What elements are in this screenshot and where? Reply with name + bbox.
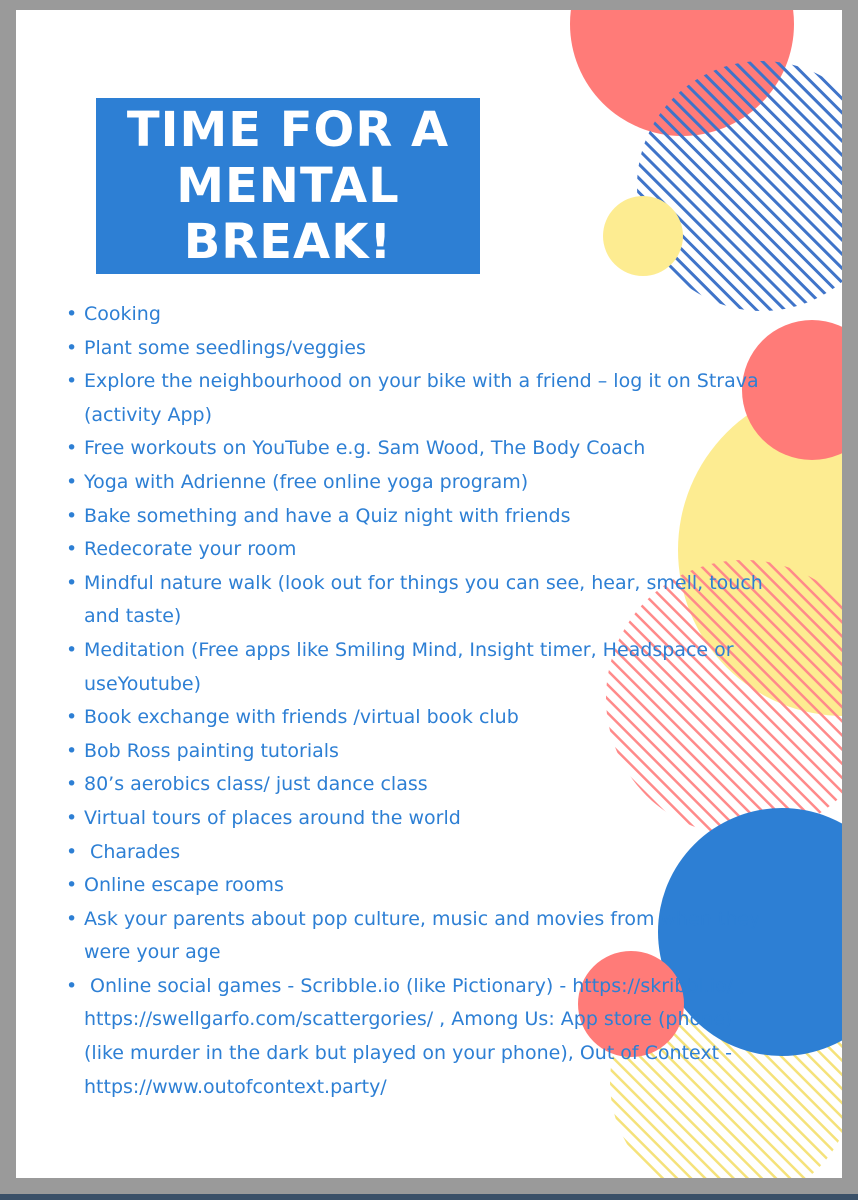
- bullet-icon: •: [66, 336, 78, 359]
- bullet-icon: •: [66, 840, 78, 863]
- list-item: [64, 298, 764, 332]
- list-item-text: Free workouts on YouTube e.g. Sam Wood, The Body Coach: [84, 437, 646, 460]
- bullet-icon: •: [66, 739, 78, 762]
- list-item: [64, 466, 764, 500]
- list-item: [64, 970, 764, 1104]
- bullet-icon: •: [66, 571, 78, 594]
- list-item-text: Plant some seedlings/veggies: [84, 336, 366, 359]
- list-item: [64, 365, 764, 432]
- bullet-icon: •: [66, 303, 78, 325]
- list-item-text: Explore the neighbourhood on your bike with a friend – log it on Strava (activity App): [84, 370, 765, 426]
- list-item-text: Virtual tours of places around the world: [84, 806, 461, 829]
- list-item-text: Ask your parents about pop culture, music and movies from when they were your age: [84, 907, 767, 964]
- list-item: [64, 768, 764, 802]
- bullet-icon: •: [66, 706, 78, 729]
- list-item: [64, 533, 764, 567]
- list-item: [64, 903, 767, 970]
- list-item-text: Online social games - Scribble.io (like Pictionary) - https://skribbl.io/ , https://swellgarfo.com/scattergories/ , Among Us: App store (phone) – (like murder in the dark but played on your phone), Out of Context - https://www.outofcontext.party/: [84, 974, 754, 1098]
- bullet-icon: •: [66, 504, 78, 527]
- list-item: [64, 701, 764, 735]
- list-item: [64, 432, 764, 466]
- bullet-icon: •: [66, 874, 78, 897]
- list-item-text: Mindful nature walk (look out for things you can see, hear, smell, touch and taste): [84, 571, 769, 628]
- bullet-icon: •: [66, 773, 78, 796]
- bullet-icon: •: [66, 370, 78, 393]
- list-item-text: Meditation (Free apps like Smiling Mind, Insight timer, Headspace or useYoutube): [84, 638, 740, 695]
- list-item: [64, 634, 764, 701]
- list-item-text: Redecorate your room: [84, 538, 297, 561]
- bullet-icon: •: [66, 907, 78, 930]
- list-item-text: Yoga with Adrienne (free online yoga program): [84, 470, 529, 493]
- list-item: [64, 869, 764, 903]
- window-bottom-bar: [0, 1194, 858, 1200]
- bullet-icon: •: [66, 806, 78, 829]
- list-item-text: Book exchange with friends /virtual book club: [84, 706, 519, 729]
- list-item: [64, 802, 764, 836]
- list-item: [64, 836, 764, 870]
- bullet-icon: •: [66, 974, 78, 997]
- bullet-icon: •: [66, 538, 78, 561]
- list-item: [64, 735, 764, 769]
- bullet-icon: •: [66, 470, 78, 493]
- list-item-text: 80’s aerobics class/ just dance class: [84, 773, 428, 796]
- list-item: [64, 332, 764, 366]
- yellow-circle-small: [603, 196, 683, 276]
- list-item-text: Charades: [84, 840, 181, 863]
- list-item: [64, 500, 764, 534]
- list-item-text: Bob Ross painting tutorials: [84, 739, 339, 762]
- list-item-text: Bake something and have a Quiz night with friends: [84, 504, 571, 527]
- activity-list: [64, 298, 769, 1104]
- page-title: TIME FOR A MENTAL BREAK!: [126, 102, 450, 270]
- title-banner: [96, 98, 480, 274]
- list-item-text: Cooking: [84, 303, 161, 325]
- bullet-icon: •: [66, 638, 78, 661]
- document-page: [16, 10, 842, 1178]
- list-item-text: Online escape rooms: [84, 874, 284, 897]
- bullet-icon: •: [66, 437, 78, 460]
- list-item: [64, 567, 769, 634]
